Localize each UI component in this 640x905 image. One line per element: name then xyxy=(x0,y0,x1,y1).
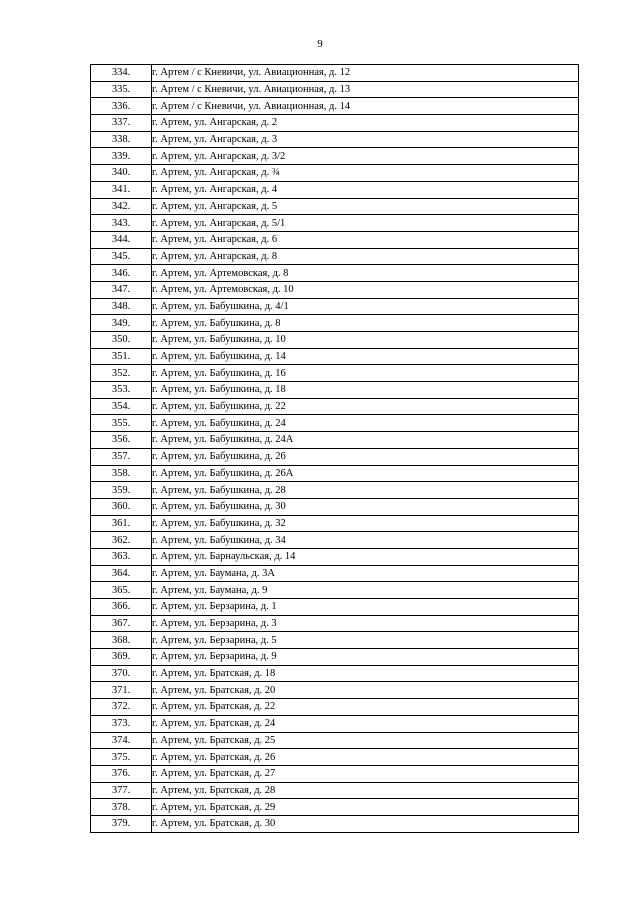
row-address: г. Артем, ул. Бабушкина, д. 8 xyxy=(152,315,579,332)
table-row xyxy=(91,765,579,782)
row-number: 359. xyxy=(91,482,152,499)
table-row xyxy=(91,181,579,198)
row-number: 357. xyxy=(91,448,152,465)
row-address: г. Артем, ул. Бабушкина, д. 18 xyxy=(152,382,579,399)
table-row xyxy=(91,448,579,465)
row-number: 335. xyxy=(91,81,152,98)
row-address: г. Артем, ул. Артемовская, д. 10 xyxy=(152,281,579,298)
row-number: 345. xyxy=(91,248,152,265)
table-row xyxy=(91,298,579,315)
row-address: г. Артем, ул. Бабушкина, д. 32 xyxy=(152,515,579,532)
row-number: 334. xyxy=(91,65,152,82)
page-number: 9 xyxy=(317,38,323,50)
table-row xyxy=(91,715,579,732)
table-row xyxy=(91,649,579,666)
row-number: 373. xyxy=(91,715,152,732)
row-address: г. Артем, ул. Братская, д. 26 xyxy=(152,749,579,766)
row-number: 341. xyxy=(91,181,152,198)
row-number: 376. xyxy=(91,765,152,782)
table-row xyxy=(91,782,579,799)
table-row xyxy=(91,815,579,832)
table-row xyxy=(91,281,579,298)
row-number: 369. xyxy=(91,649,152,666)
row-address: г. Артем, ул. Барнаульская, д. 14 xyxy=(152,548,579,565)
row-number: 375. xyxy=(91,749,152,766)
row-number: 343. xyxy=(91,215,152,232)
row-number: 338. xyxy=(91,131,152,148)
row-address: г. Артем, ул. Братская, д. 30 xyxy=(152,815,579,832)
row-address: г. Артем, ул. Бабушкина, д. 4/1 xyxy=(152,298,579,315)
table-row xyxy=(91,699,579,716)
row-address: г. Артем, ул. Братская, д. 25 xyxy=(152,732,579,749)
table-row xyxy=(91,615,579,632)
table-row xyxy=(91,382,579,399)
row-number: 362. xyxy=(91,532,152,549)
table-row xyxy=(91,532,579,549)
row-address: г. Артем, ул. Баумана, д. 9 xyxy=(152,582,579,599)
row-number: 365. xyxy=(91,582,152,599)
row-number: 368. xyxy=(91,632,152,649)
address-table-body xyxy=(91,65,579,833)
table-row xyxy=(91,732,579,749)
table-row xyxy=(91,565,579,582)
row-address: г. Артем, ул. Ангарская, д. 5 xyxy=(152,198,579,215)
row-number: 356. xyxy=(91,432,152,449)
table-row xyxy=(91,198,579,215)
row-number: 370. xyxy=(91,665,152,682)
table-row xyxy=(91,165,579,182)
row-number: 371. xyxy=(91,682,152,699)
row-number: 360. xyxy=(91,498,152,515)
table-row xyxy=(91,131,579,148)
row-number: 377. xyxy=(91,782,152,799)
row-address: г. Артем, ул. Братская, д. 22 xyxy=(152,699,579,716)
table-row xyxy=(91,482,579,499)
table-row xyxy=(91,432,579,449)
row-address: г. Артем, ул. Ангарская, д. 5/1 xyxy=(152,215,579,232)
row-number: 348. xyxy=(91,298,152,315)
table-row xyxy=(91,148,579,165)
row-address: г. Артем, ул. Бабушкина, д. 26А xyxy=(152,465,579,482)
row-address: г. Артем, ул. Ангарская, д. 3/2 xyxy=(152,148,579,165)
row-number: 379. xyxy=(91,815,152,832)
table-row xyxy=(91,415,579,432)
row-address: г. Артем, ул. Братская, д. 28 xyxy=(152,782,579,799)
table-row xyxy=(91,599,579,616)
row-address: г. Артем, ул. Бабушкина, д. 24 xyxy=(152,415,579,432)
table-row xyxy=(91,265,579,282)
row-address: г. Артем, ул. Ангарская, д. 2 xyxy=(152,115,579,132)
row-number: 354. xyxy=(91,398,152,415)
table-row xyxy=(91,65,579,82)
table-row xyxy=(91,315,579,332)
row-number: 358. xyxy=(91,465,152,482)
row-number: 361. xyxy=(91,515,152,532)
row-address: г. Артем, ул. Ангарская, д. 6 xyxy=(152,231,579,248)
table-row xyxy=(91,98,579,115)
row-address: г. Артем, ул. Бабушкина, д. 22 xyxy=(152,398,579,415)
table-row xyxy=(91,682,579,699)
row-address: г. Артем, ул. Ангарская, д. 4 xyxy=(152,181,579,198)
row-number: 347. xyxy=(91,281,152,298)
table-row xyxy=(91,799,579,816)
table-row xyxy=(91,665,579,682)
address-table xyxy=(90,64,579,833)
row-address: г. Артем, ул. Бабушкина, д. 24А xyxy=(152,432,579,449)
table-row xyxy=(91,398,579,415)
row-address: г. Артем, ул. Ангарская, д. 8 xyxy=(152,248,579,265)
row-number: 350. xyxy=(91,332,152,349)
row-number: 372. xyxy=(91,699,152,716)
row-address: г. Артем, ул. Бабушкина, д. 34 xyxy=(152,532,579,549)
row-address: г. Артем, ул. Ангарская, д. ¾ xyxy=(152,165,579,182)
row-address: г. Артем, ул. Братская, д. 20 xyxy=(152,682,579,699)
row-address: г. Артем, ул. Берзарина, д. 1 xyxy=(152,599,579,616)
row-address: г. Артем, ул. Берзарина, д. 3 xyxy=(152,615,579,632)
row-address: г. Артем, ул. Ангарская, д. 3 xyxy=(152,131,579,148)
row-number: 339. xyxy=(91,148,152,165)
row-address: г. Артем, ул. Бабушкина, д. 10 xyxy=(152,332,579,349)
row-address: г. Артем, ул. Артемовская, д. 8 xyxy=(152,265,579,282)
row-number: 344. xyxy=(91,231,152,248)
row-address: г. Артем, ул. Братская, д. 29 xyxy=(152,799,579,816)
row-address: г. Артем, ул. Бабушкина, д. 26 xyxy=(152,448,579,465)
table-row xyxy=(91,365,579,382)
row-number: 374. xyxy=(91,732,152,749)
table-row xyxy=(91,498,579,515)
row-address: г. Артем, ул. Бабушкина, д. 30 xyxy=(152,498,579,515)
row-number: 366. xyxy=(91,599,152,616)
table-row xyxy=(91,348,579,365)
table-row xyxy=(91,515,579,532)
table-row xyxy=(91,81,579,98)
row-address: г. Артем, ул. Баумана, д. 3А xyxy=(152,565,579,582)
row-number: 337. xyxy=(91,115,152,132)
table-row xyxy=(91,248,579,265)
table-row xyxy=(91,465,579,482)
row-number: 340. xyxy=(91,165,152,182)
table-row xyxy=(91,231,579,248)
table-row xyxy=(91,582,579,599)
row-address: г. Артем, ул. Братская, д. 27 xyxy=(152,765,579,782)
row-address: г. Артем, ул. Бабушкина, д. 14 xyxy=(152,348,579,365)
row-number: 364. xyxy=(91,565,152,582)
row-number: 346. xyxy=(91,265,152,282)
row-number: 378. xyxy=(91,799,152,816)
row-number: 353. xyxy=(91,382,152,399)
row-number: 367. xyxy=(91,615,152,632)
row-number: 351. xyxy=(91,348,152,365)
row-number: 355. xyxy=(91,415,152,432)
table-row xyxy=(91,749,579,766)
table-row xyxy=(91,115,579,132)
table-row xyxy=(91,632,579,649)
row-address: г. Артем, ул. Бабушкина, д. 28 xyxy=(152,482,579,499)
row-address: г. Артем / с Кневичи, ул. Авиационная, д. 12 xyxy=(152,65,579,82)
row-address: г. Артем, ул. Бабушкина, д. 16 xyxy=(152,365,579,382)
row-address: г. Артем, ул. Берзарина, д. 5 xyxy=(152,632,579,649)
row-number: 349. xyxy=(91,315,152,332)
row-address: г. Артем, ул. Берзарина, д. 9 xyxy=(152,649,579,666)
table-row xyxy=(91,548,579,565)
row-address: г. Артем, ул. Братская, д. 24 xyxy=(152,715,579,732)
row-number: 336. xyxy=(91,98,152,115)
row-number: 342. xyxy=(91,198,152,215)
row-address: г. Артем / с Кневичи, ул. Авиационная, д. 13 xyxy=(152,81,579,98)
table-row xyxy=(91,215,579,232)
row-address: г. Артем / с Кневичи, ул. Авиационная, д. 14 xyxy=(152,98,579,115)
row-address: г. Артем, ул. Братская, д. 18 xyxy=(152,665,579,682)
row-number: 352. xyxy=(91,365,152,382)
table-row xyxy=(91,332,579,349)
row-number: 363. xyxy=(91,548,152,565)
